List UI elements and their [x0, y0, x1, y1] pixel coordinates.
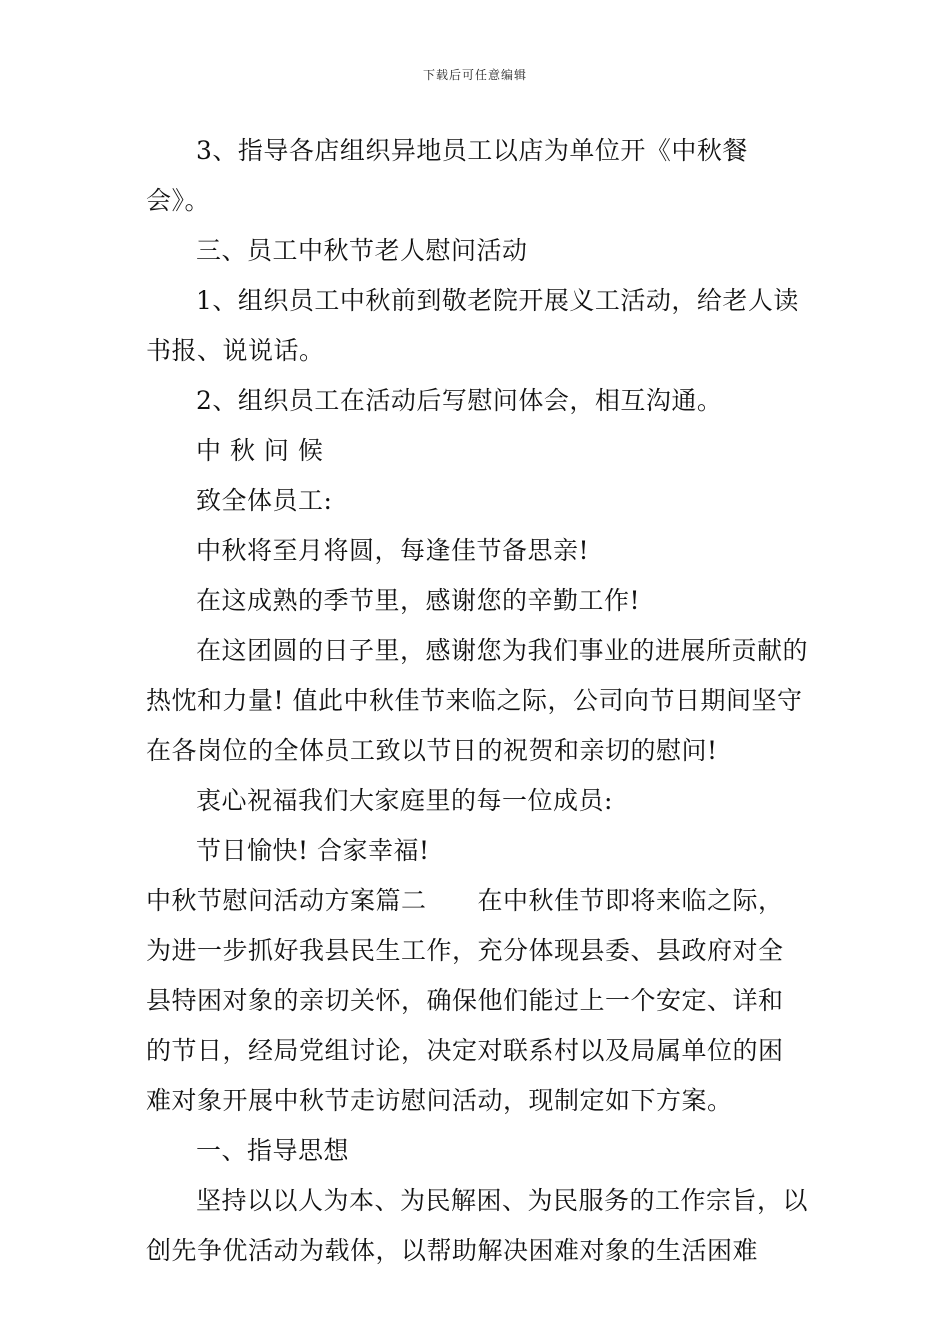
greeting-title: 中 秋 问 候 — [196, 436, 324, 465]
greeting-paragraph: 在这团圆的日子里，感谢您为我们事业的进展所贡献的热忱和力量! 值此中秋佳节来临之际，公司向节日期间坚守在各岗位的全体员工致以节日的祝贺和亲切的慰问! — [146, 636, 809, 765]
paragraph-item-2: 2、组织员工在活动后写慰问体会，相互沟通。 — [196, 386, 723, 415]
page-header: 下载后可任意编辑 — [422, 68, 527, 82]
greeting-line-1: 中秋将至月将圆，每逢佳节备思亲! — [196, 536, 590, 565]
blessing-line: 衷心祝福我们大家庭里的每一位成员: — [196, 786, 613, 815]
paragraph-item-1: 1、组织员工中秋前到敬老院开展义工活动，给老人读书报、说说话。 — [146, 286, 799, 365]
greeting-line-2: 在这成熟的季节里，感谢您的辛勤工作! — [196, 586, 641, 615]
guiding-thought-paragraph: 坚持以以人为本、为民解困、为民服务的工作宗旨，以创先争优活动为载体，以帮助解决困难对象的生活困难 — [146, 1186, 809, 1265]
section-heading-elder-visit: 三、员工中秋节老人慰问活动 — [196, 236, 528, 265]
closing-wish: 节日愉快! 合家幸福! — [196, 836, 430, 865]
salutation: 致全体员工: — [196, 486, 333, 515]
section-heading-guiding-thought: 一、指导思想 — [196, 1136, 350, 1165]
paragraph-item-3: 3、指导各店组织异地员工以店为单位开《中秋餐会》。 — [146, 136, 748, 215]
plan-two-intro: 中秋节慰问活动方案篇二 在中秋佳节即将来临之际，为进一步抓好我县民生工作，充分体现县委、县政府对全县特困对象的亲切关怀，确保他们能过上一个安定、详和的节日，经局党组讨论，决定对联系村以及局属单位的困难对象开展中秋节走访慰问活动，现制定如下方案。 — [146, 886, 784, 1115]
document-body — [146, 126, 808, 1276]
